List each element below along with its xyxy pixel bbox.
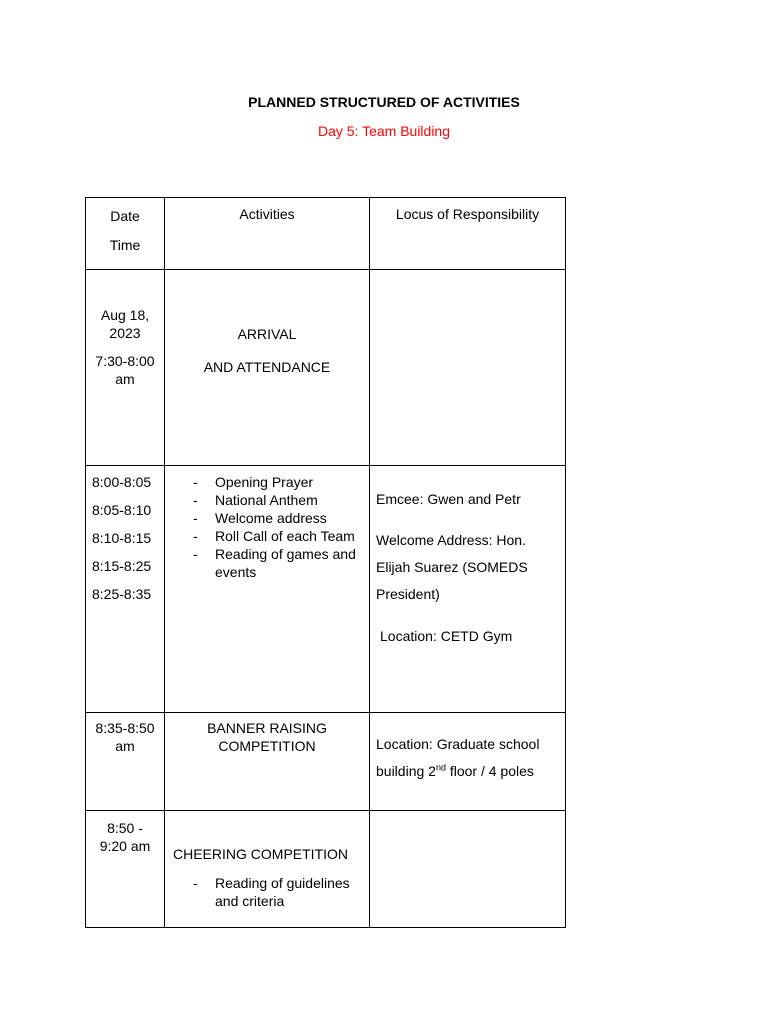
list-item: - Reading of games and events xyxy=(165,545,369,581)
row4-time: 8:50 - 9:20 am xyxy=(99,820,151,854)
list-item: - Reading of guidelines and criteria xyxy=(165,874,369,910)
header-responsibility: Locus of Responsibility xyxy=(395,206,540,222)
row1-date-time-cell xyxy=(86,270,165,466)
row1-time: 7:30-8:00 am xyxy=(95,353,155,387)
row3-activity-cell xyxy=(165,713,370,811)
activities-table xyxy=(85,197,566,928)
table-header-row xyxy=(86,198,566,270)
row3-location-superscript: nd xyxy=(435,762,446,773)
row2-activities-cell xyxy=(165,466,370,713)
row2-time: 8:15-8:25 xyxy=(92,558,152,574)
header-date-time-cell xyxy=(86,198,165,270)
table-row xyxy=(86,466,566,713)
row3-location-text: Location: Graduate school building 2 xyxy=(376,736,540,779)
row3-location-text-end: floor / 4 poles xyxy=(445,763,534,779)
row2-time: 8:10-8:15 xyxy=(92,530,152,546)
row2-activity-list xyxy=(165,466,369,581)
row1-responsibility-cell xyxy=(370,270,566,466)
page-subtitle: Day 5: Team Building xyxy=(317,123,451,139)
row1-activity-line1: ARRIVAL xyxy=(237,326,297,342)
list-item: - National Anthem xyxy=(165,491,369,509)
list-item: - Welcome address xyxy=(165,509,369,527)
row3-location xyxy=(370,713,565,785)
row2-time: 8:05-8:10 xyxy=(92,502,152,518)
row2-welcome-address: Welcome Address: Hon. Elijah Suarez (SOMEDS President) xyxy=(376,532,528,602)
table-row xyxy=(86,713,566,811)
header-responsibility-cell xyxy=(370,198,566,270)
row1-activity-line2: AND ATTENDANCE xyxy=(203,359,331,375)
row3-time: 8:35-8:50 am xyxy=(95,720,155,754)
page-title: PLANNED STRUCTURED OF ACTIVITIES xyxy=(248,94,520,110)
row2-emcee: Emcee: Gwen and Petr xyxy=(376,491,521,507)
header-time: Time xyxy=(109,237,141,253)
table-row xyxy=(86,270,566,466)
row1-date: Aug 18, 2023 xyxy=(100,307,150,341)
row3-responsibility-cell xyxy=(370,713,566,811)
row4-activity: CHEERING COMPETITION xyxy=(173,846,349,862)
header-activities-cell xyxy=(165,198,370,270)
row2-time: 8:25-8:35 xyxy=(92,586,152,602)
row2-location: Location: CETD Gym xyxy=(380,628,513,644)
row2-times-cell xyxy=(86,466,165,713)
row3-activity: BANNER RAISING COMPETITION xyxy=(207,720,327,754)
table-row xyxy=(86,811,566,928)
row4-time-cell xyxy=(86,811,165,928)
row4-activity-list xyxy=(165,874,369,910)
row4-responsibility-cell xyxy=(370,811,566,928)
row3-time-cell xyxy=(86,713,165,811)
list-item: - Roll Call of each Team xyxy=(165,527,369,545)
row2-time: 8:00-8:05 xyxy=(92,474,152,490)
header-date: Date xyxy=(110,208,140,224)
list-item: - Opening Prayer xyxy=(165,473,369,491)
row2-responsibility-cell xyxy=(370,466,566,713)
row4-activity-cell xyxy=(165,811,370,928)
row1-activity-cell xyxy=(165,270,370,466)
header-activities: Activities xyxy=(239,206,295,222)
